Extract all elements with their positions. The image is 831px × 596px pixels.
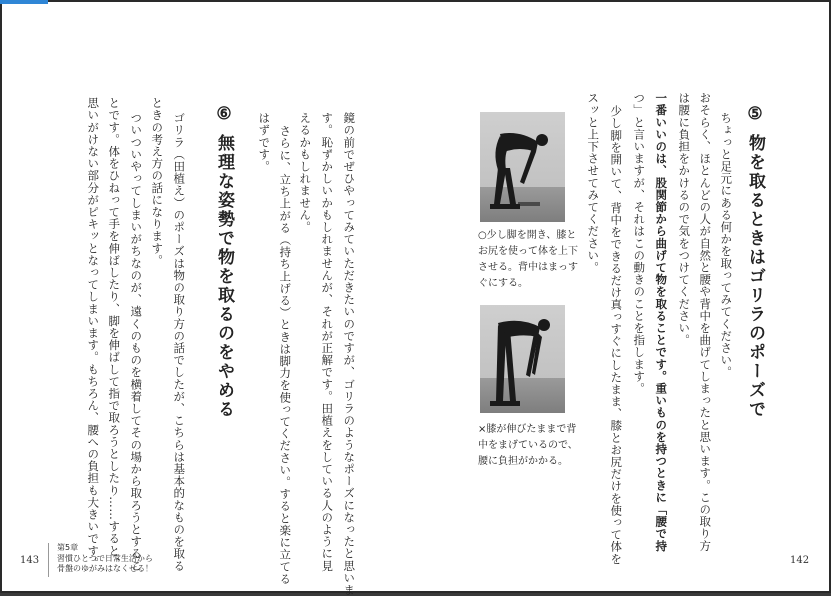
person-bend-figure bbox=[480, 305, 565, 413]
right-para-line-1: ちょっと足元にある何かを取ってみてください。 bbox=[719, 112, 734, 379]
left-para-a-line-4: さらに、立ち上がる（持ち上げる）ときは脚力を使ってください。すると楽に立てる bbox=[278, 125, 293, 585]
left-para-b-line-5: 思いがけない部分がピキッとなってしまいます。もちろん、腰への負担も大きいです。 bbox=[86, 97, 101, 569]
photo-correct-posture bbox=[480, 112, 565, 222]
right-para-line-7: スッと上下させてみてください。 bbox=[586, 92, 601, 274]
photo-wrong-posture bbox=[480, 305, 565, 413]
left-para-b-line-3: ついついやってしまいがちなのが、遠くのものを横着してその場から取ろうとするこ bbox=[129, 112, 144, 572]
right-para-line-4: 一番いいのは、股関節から曲げて物を取ることです。重いものを持つときに「腰で持 bbox=[654, 92, 669, 552]
right-para-line-3: は腰に負担をかけるので気をつけてください。 bbox=[677, 92, 692, 347]
page-number-left: 143 bbox=[20, 555, 40, 566]
heading-6: ⑥ 無理な姿勢で物を取るのをやめる bbox=[214, 104, 234, 419]
accent-tab bbox=[0, 0, 48, 4]
chapter-title-line-1: 習慣ひとつで日常生活から bbox=[57, 553, 153, 563]
left-para-b-line-1: ゴリラ（田植え）のポーズは物の取り方の話でしたが、こちらは基本的なものを取る bbox=[172, 112, 187, 572]
right-para-line-5: つ」と言いますが、それはこの動きのことを指します。 bbox=[632, 92, 647, 395]
right-para-line-6: 少し脚を開いて、背中をできるだけ真っすぐにしたまま、膝とお尻だけを使って体を bbox=[609, 105, 624, 565]
left-para-a-line-3: えるかもしれません。 bbox=[298, 112, 313, 233]
chapter-label: 第5章 bbox=[57, 543, 79, 552]
left-para-a-line-2: す。恥ずかしいかもしれませんが、それが正解です。田植えをしている人のように見 bbox=[320, 112, 335, 572]
left-para-a-line-1: 鏡の前でぜひやってみていただきたいのですが、ゴリラのようなポーズになったと思いま bbox=[342, 112, 357, 596]
left-para-b-line-4: とです。体をひねって手を伸ばしたり、脚を伸ばして指で取ろうとしたり……すると、 bbox=[107, 97, 122, 569]
left-para-b-line-2: ときの考え方の話になります。 bbox=[150, 97, 165, 267]
photo2-caption: ×膝が伸びたままで背中をまげているので、腰に負担がかかる。 bbox=[478, 424, 578, 467]
chapter-footer bbox=[48, 543, 153, 577]
chapter-title-line-2: 骨盤のゆがみはなくせる！ bbox=[57, 564, 153, 573]
heading-5: ⑤ 物を取るときはゴリラのポーズで bbox=[745, 104, 765, 419]
page-number-right: 142 bbox=[790, 555, 810, 566]
right-para-line-2: おそらく、ほとんどの人が自然と腰や背中を曲げてしまったと思います。この取り方 bbox=[698, 92, 713, 552]
left-para-a-line-5: はずです。 bbox=[257, 112, 272, 173]
photo1-caption: ○少し脚を開き、膝とお尻を使って体を上下させる。背中はまっすぐにする。 bbox=[478, 230, 578, 289]
person-squat-figure bbox=[480, 112, 565, 222]
